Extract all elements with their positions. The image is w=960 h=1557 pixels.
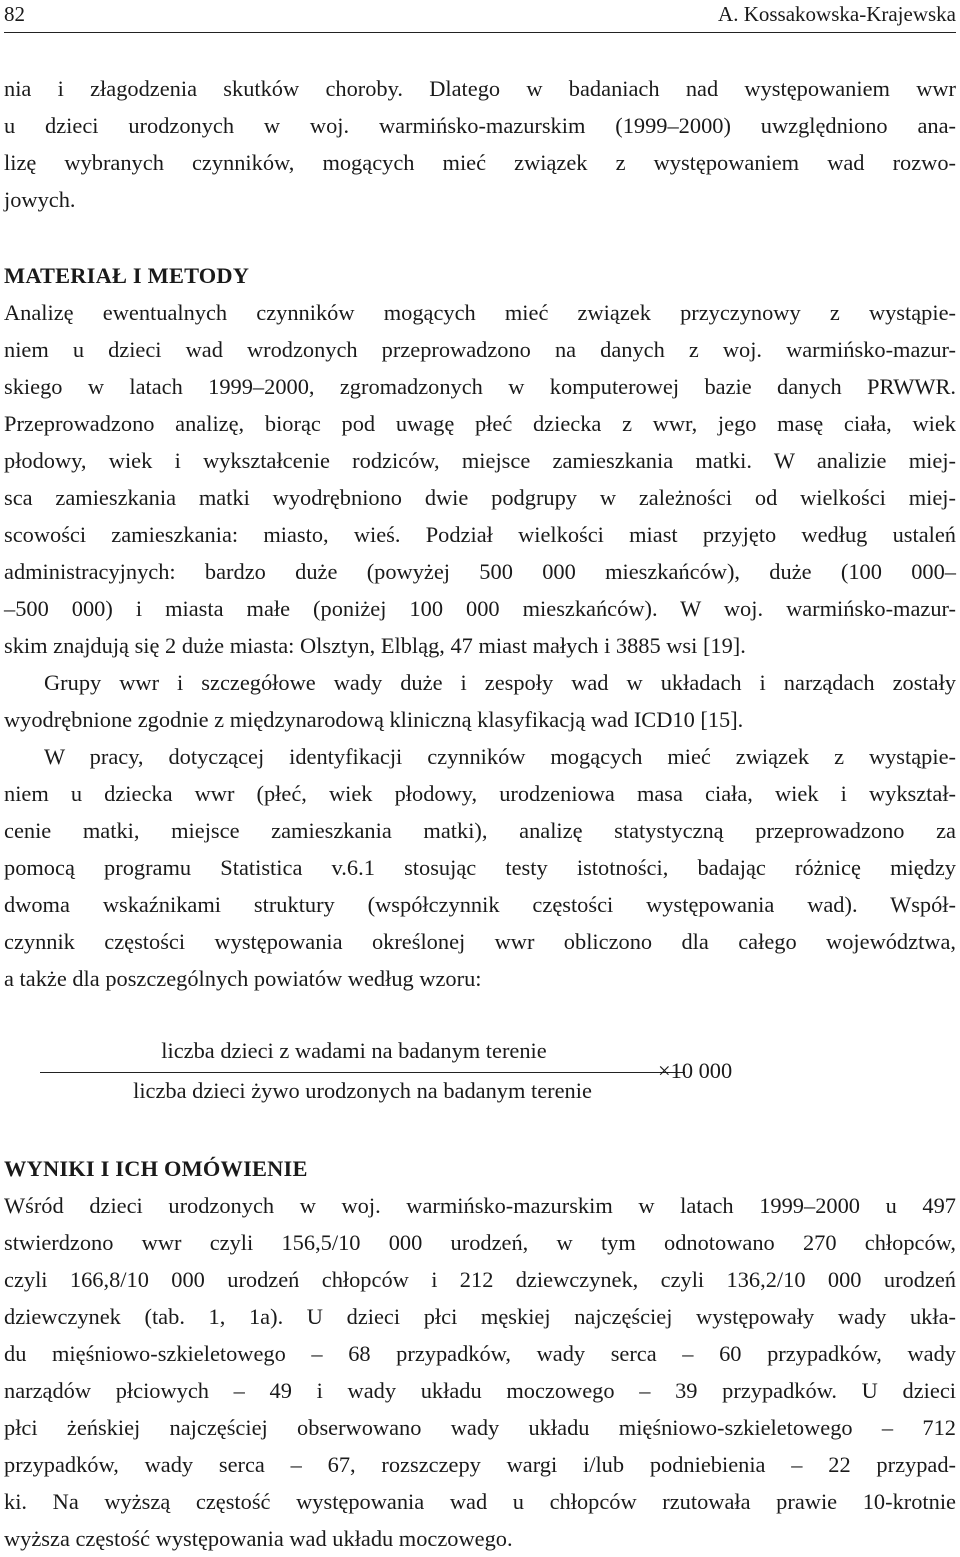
text-line: wyodrębnione zgodnie z międzynarodową kliniczną klasyfikacją wad ICD10 [15]. xyxy=(4,707,744,732)
formula-denominator: liczba dzieci żywo urodzonych na badanym terenie xyxy=(133,1078,592,1103)
text-line: płci żeńskiej najczęściej obserwowano wady układu mięśniowo-szkieletowego – 712 xyxy=(4,1415,956,1440)
fraction-bar xyxy=(40,1072,685,1073)
text-line: Wśród dzieci urodzonych w woj. warmińsko-mazurskim w latach 1999–2000 u 497 xyxy=(4,1193,956,1218)
text-line: czynnik częstości występowania określonej wwr obliczono dla całego województwa, xyxy=(4,929,956,954)
text-line: dwoma wskaźnikami struktury (współczynnik częstości występowania wad). Współ- xyxy=(4,892,956,917)
rate-formula xyxy=(40,1038,800,1118)
section-heading: WYNIKI I ICH OMÓWIENIE xyxy=(4,1156,308,1181)
text-line: wyższa częstość występowania wad układu moczowego. xyxy=(4,1526,513,1551)
text-line: cenie matki, miejsce zamieszkania matki), analizę statystyczną przeprowadzono za xyxy=(4,818,956,843)
formula-numerator: liczba dzieci z wadami na badanym terenie xyxy=(161,1038,547,1063)
text-line: Przeprowadzono analizę, biorąc pod uwagę płeć dziecka z wwr, jego masę ciała, wiek xyxy=(4,411,956,436)
text-line: skim znajdują się 2 duże miasta: Olsztyn, Elbląg, 47 miast małych i 3885 wsi [19]. xyxy=(4,633,746,658)
text-line: jowych. xyxy=(4,187,76,212)
text-line: dziewczynek (tab. 1, 1a). U dzieci płci męskiej najczęściej występowały wady ukła- xyxy=(4,1304,956,1329)
text-line: scowości zamieszkania: miasto, wieś. Podział wielkości miast przyjęto według ustaleń xyxy=(4,522,956,547)
text-line: stwierdzono wwr czyli 156,5/10 000 urodzeń, w tym odnotowano 270 chłopców, xyxy=(4,1230,956,1255)
text-line: Analizę ewentualnych czynników mogących mieć związek przyczynowy z wystąpie- xyxy=(4,300,956,325)
running-header xyxy=(4,0,956,33)
text-line: płodowy, wiek i wykształcenie rodziców, miejsce zamieszkania matki. W analizie miej- xyxy=(4,448,956,473)
text-line: ki. Na wyższą częstość występowania wad u chłopców rzutowała prawie 10-krotnie xyxy=(4,1489,956,1514)
section-materials-methods xyxy=(4,257,956,997)
text-line: du mięśniowo-szkieletowego – 68 przypadków, wady serca – 60 przypadków, wady xyxy=(4,1341,956,1366)
text-line: lizę wybranych czynników, mogących mieć związek z występowaniem wad rozwo- xyxy=(4,150,956,175)
text-line: a także dla poszczególnych powiatów według wzoru: xyxy=(4,966,482,991)
text-line: W pracy, dotyczącej identyfikacji czynników mogących mieć związek z wystąpie- xyxy=(44,744,956,769)
text-line: sca zamieszkania matki wyodrębniono dwie podgrupy w zależności od wielkości miej- xyxy=(4,485,956,510)
text-line: niem u dzieci wad wrodzonych przeprowadzono na danych z woj. warmińsko-mazur- xyxy=(4,337,956,362)
text-line: –500 000) i miasta małe (poniżej 100 000 mieszkańców). W woj. warmińsko-mazur- xyxy=(4,596,956,621)
text-line: czyli 166,8/10 000 urodzeń chłopców i 212 dziewczynek, czyli 136,2/10 000 urodzeń xyxy=(4,1267,956,1292)
running-header-author: A. Kossakowska-Krajewska xyxy=(718,2,956,26)
text-line: u dzieci urodzonych w woj. warmińsko-mazurskim (1999–2000) uwzględniono ana- xyxy=(4,113,956,138)
text-line: administracyjnych: bardzo duże (powyżej 500 000 mieszkańców), duże (100 000– xyxy=(4,559,956,584)
section-heading: MATERIAŁ I METODY xyxy=(4,263,250,288)
section-results-discussion xyxy=(4,1150,956,1557)
text-line: narządów płciowych – 49 i wady układu moczowego – 39 przypadków. U dzieci xyxy=(4,1378,956,1403)
text-line: przypadków, wady serca – 67, rozszczepy wargi i/lub podniebienia – 22 przypad- xyxy=(4,1452,956,1477)
text-line: skiego w latach 1999–2000, zgromadzonych w komputerowej bazie danych PRWWR. xyxy=(4,374,956,399)
intro-paragraph xyxy=(4,70,956,218)
text-line: nia i złagodzenia skutków choroby. Dlatego w badaniach nad występowaniem wwr xyxy=(4,76,956,101)
formula-multiplier: ×10 000 xyxy=(658,1058,733,1083)
text-line: Grupy wwr i szczegółowe wady duże i zespoły wad w układach i narządach zostały xyxy=(44,670,956,695)
text-line: pomocą programu Statistica v.6.1 stosując testy istotności, badając różnicę między xyxy=(4,855,956,880)
page-number: 82 xyxy=(4,2,25,26)
text-line: niem u dziecka wwr (płeć, wiek płodowy, urodzeniowa masa ciała, wiek i wykształ- xyxy=(4,781,956,806)
